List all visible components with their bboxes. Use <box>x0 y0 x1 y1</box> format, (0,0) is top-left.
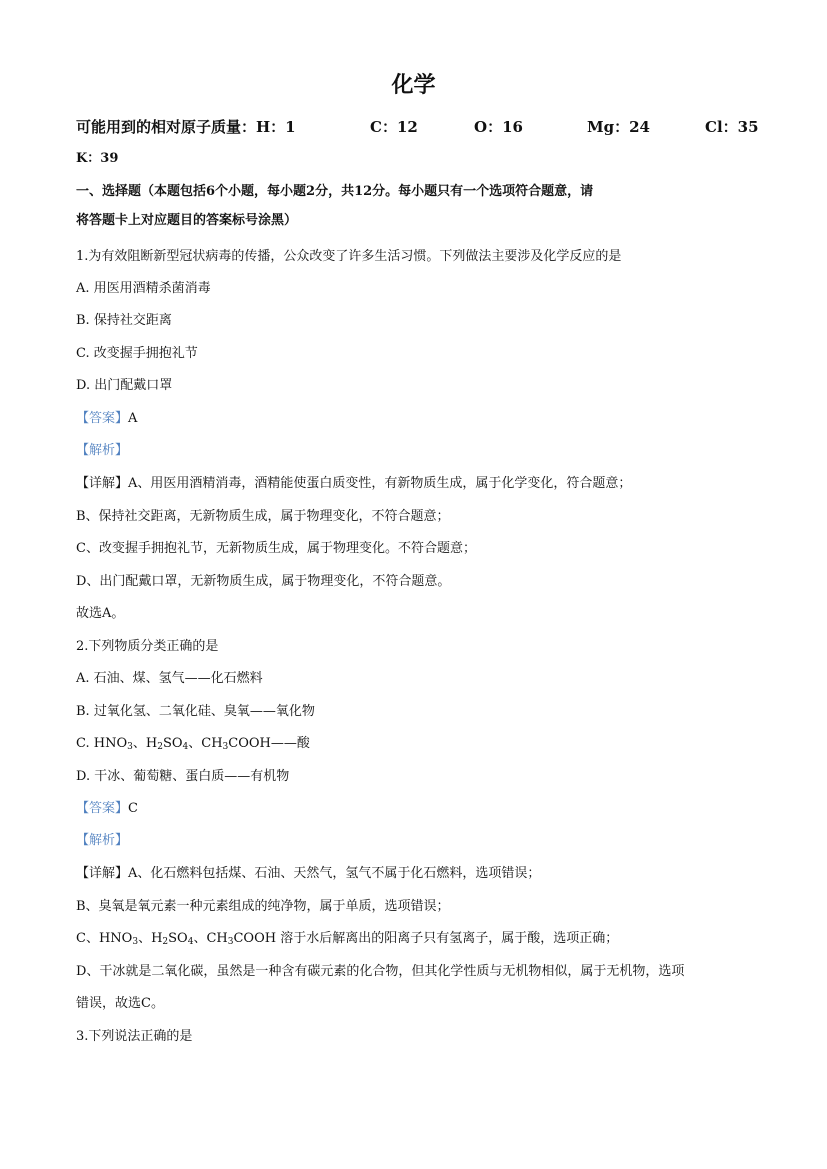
q1-detail-b: B、保持社交距离，无新物质生成，属于物理变化，不符合题意； <box>76 509 450 524</box>
q2-detail-a: 【详解】A、化石燃料包括煤、石油、天然气，氢气不属于化石燃料，选项错误； <box>76 866 541 881</box>
q1-detail-a: 【详解】A、用医用酒精消毒，酒精能使蛋白质变性，有新物质生成，属于化学变化，符合题意； <box>76 476 632 491</box>
q1-answer-value: A <box>128 411 138 426</box>
q1-conclusion: 故选A。 <box>76 606 125 621</box>
q1-option-d: D. 出门配戴口罩 <box>76 378 173 393</box>
q2-option-d: D. 干冰、葡萄糖、蛋白质——有机物 <box>76 769 290 784</box>
q2-detail-c: C、$HNO_3$、$H_2SO_4$、$CH_3COOH$ 溶于水后解离出的阳离子只有氢离子，属于酸，选项正确； <box>76 931 619 947</box>
q2-option-c: C. $HNO_3$、$H_2SO_4$、$CH_3COOH——$酸 <box>76 736 310 752</box>
q1-option-b: B. 保持社交距离 <box>76 313 172 328</box>
q2-detail-b: B、臭氧是氧元素一种元素组成的纯净物，属于单质，选项错误； <box>76 899 450 914</box>
atomic-mass-row <box>76 116 759 136</box>
atomic-mass-c: C：12 <box>370 118 418 136</box>
q1-option-c: C. 改变握手拥抱礼节 <box>76 346 198 361</box>
atomic-mass-mg: Mg：24 <box>587 118 650 136</box>
q1-option-a: A. 用医用酒精杀菌消毒 <box>76 281 211 296</box>
q2-option-b: B. 过氧化氢、二氧化硅、臭氧——氧化物 <box>76 704 315 719</box>
q2-analysis-label: 【解析】 <box>76 833 129 848</box>
q2-stem: 2.下列物质分类正确的是 <box>76 639 219 654</box>
q1-answer <box>76 407 137 426</box>
atomic-mass-cl: Cl：35 <box>705 118 759 136</box>
q1-answer-label: 【答案】 <box>76 411 129 426</box>
page-title: 化学 <box>391 72 436 98</box>
atomic-mass-k: K：39 <box>76 151 119 166</box>
q2-answer-value: C <box>128 801 138 816</box>
atomic-mass-o: O：16 <box>474 118 523 136</box>
section-heading-line1: 一、选择题（本题包括6个小题，每小题2分，共12分。每小题只有一个选项符合题意，请 <box>76 184 594 199</box>
q1-analysis-label: 【解析】 <box>76 443 129 458</box>
section-heading-line2: 将答题卡上对应题目的答案标号涂黑） <box>76 213 298 228</box>
q2-answer <box>76 797 138 816</box>
q1-detail-c: C、改变握手拥抱礼节，无新物质生成，属于物理变化。不符合题意； <box>76 541 476 556</box>
q1-detail-d: D、出门配戴口罩，无新物质生成，属于物理变化，不符合题意。 <box>76 574 451 589</box>
q3-stem: 3.下列说法正确的是 <box>76 1029 193 1044</box>
q1-stem: 1.为有效阻断新型冠状病毒的传播，公众改变了许多生活习惯。下列做法主要涉及化学反应的是 <box>76 249 622 264</box>
q2-option-a: A. 石油、煤、氢气——化石燃料 <box>76 671 263 686</box>
q2-answer-label: 【答案】 <box>76 801 129 816</box>
q2-detail-d-line1: D、干冰就是二氧化碳，虽然是一种含有碳元素的化合物，但其化学性质与无机物相似，属于无机物，选项 <box>76 964 685 979</box>
q2-detail-d-line2: 错误，故选C。 <box>76 996 164 1011</box>
atomic-mass-label: 可能用到的相对原子质量：H：1 <box>76 118 296 136</box>
